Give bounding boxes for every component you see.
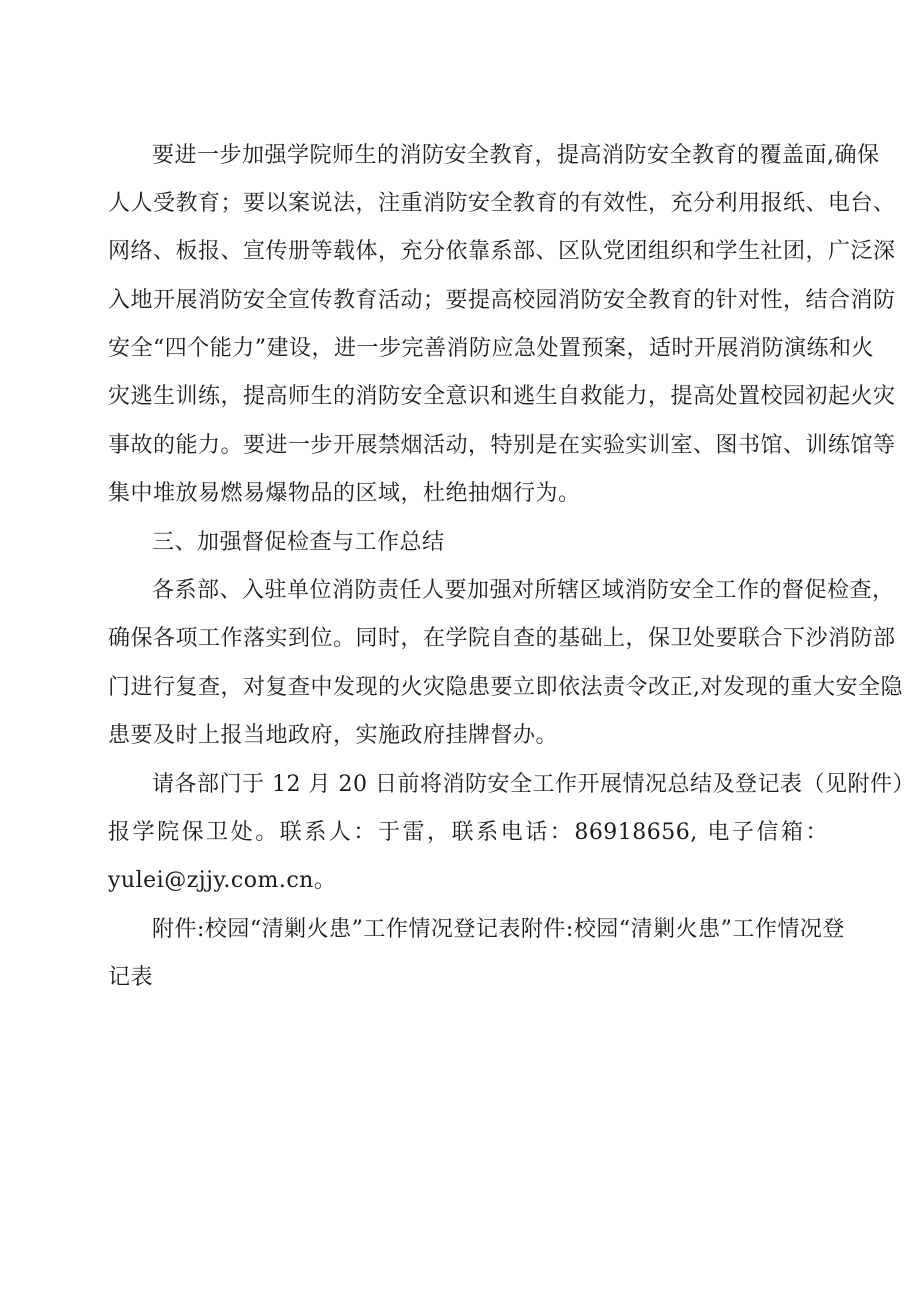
paragraph-3-line-1: 各系部、入驻单位消防责任人要加强对所辖区域消防安全工作的督促检查， (152, 578, 895, 603)
paragraph-1-line-5: 安全“四个能力”建设，进一步完善消防应急处置预案，适时开展消防演练和火 (108, 336, 874, 361)
paragraph-3-line-2: 确保各项工作落实到位。同时，在学院自查的基础上，保卫处要联合下沙消防部 (108, 626, 896, 651)
paragraph-1-line-4: 入地开展消防安全宣传教育活动；要提高校园消防安全教育的针对性，结合消防 (108, 288, 896, 313)
paragraph-1-line-8: 集中堆放易燃易爆物品的区域，杜绝抽烟行为。 (108, 481, 581, 506)
paragraph-1-line-6: 灾逃生训练，提高师生的消防安全意识和逃生自救能力，提高处置校园初起火灾 (108, 384, 896, 409)
paragraph-1-line-2: 人人受教育；要以案说法，注重消防安全教育的有效性，充分利用报纸、电台、 (108, 191, 896, 216)
paragraph-5-line-1: 附件:校园“清剿火患”工作情况登记表附件:校园“清剿火患”工作情况登 (152, 917, 845, 942)
paragraph-4-line-3: yulei@zjjy.com.cn。 (108, 868, 337, 893)
paragraph-4-line-1: 请各部门于 12 月 20 日前将消防安全工作开展情况总结及登记表（见附件） (152, 772, 915, 797)
section-heading: 三、加强督促检查与工作总结 (152, 530, 445, 555)
paragraph-3-line-4: 患要及时上报当地政府，实施政府挂牌督办。 (108, 723, 559, 748)
paragraph-3-line-3: 门进行复查，对复查中发现的火灾隐患要立即依法责令改正,对发现的重大安全隐 (108, 675, 903, 700)
paragraph-5-line-2: 记表 (108, 965, 154, 990)
paragraph-4-line-2: 报学院保卫处。联系人：于雷，联系电话：86918656, 电子信箱： (108, 820, 828, 845)
paragraph-1-line-1: 要进一步加强学院师生的消防安全教育，提高消防安全教育的覆盖面,确保 (152, 143, 880, 168)
paragraph-1-line-7: 事故的能力。要进一步开展禁烟活动，特别是在实验实训室、图书馆、训练馆等 (108, 433, 896, 458)
paragraph-1-line-3: 网络、板报、宣传册等载体，充分依靠系部、区队党团组织和学生社团，广泛深 (108, 239, 896, 264)
